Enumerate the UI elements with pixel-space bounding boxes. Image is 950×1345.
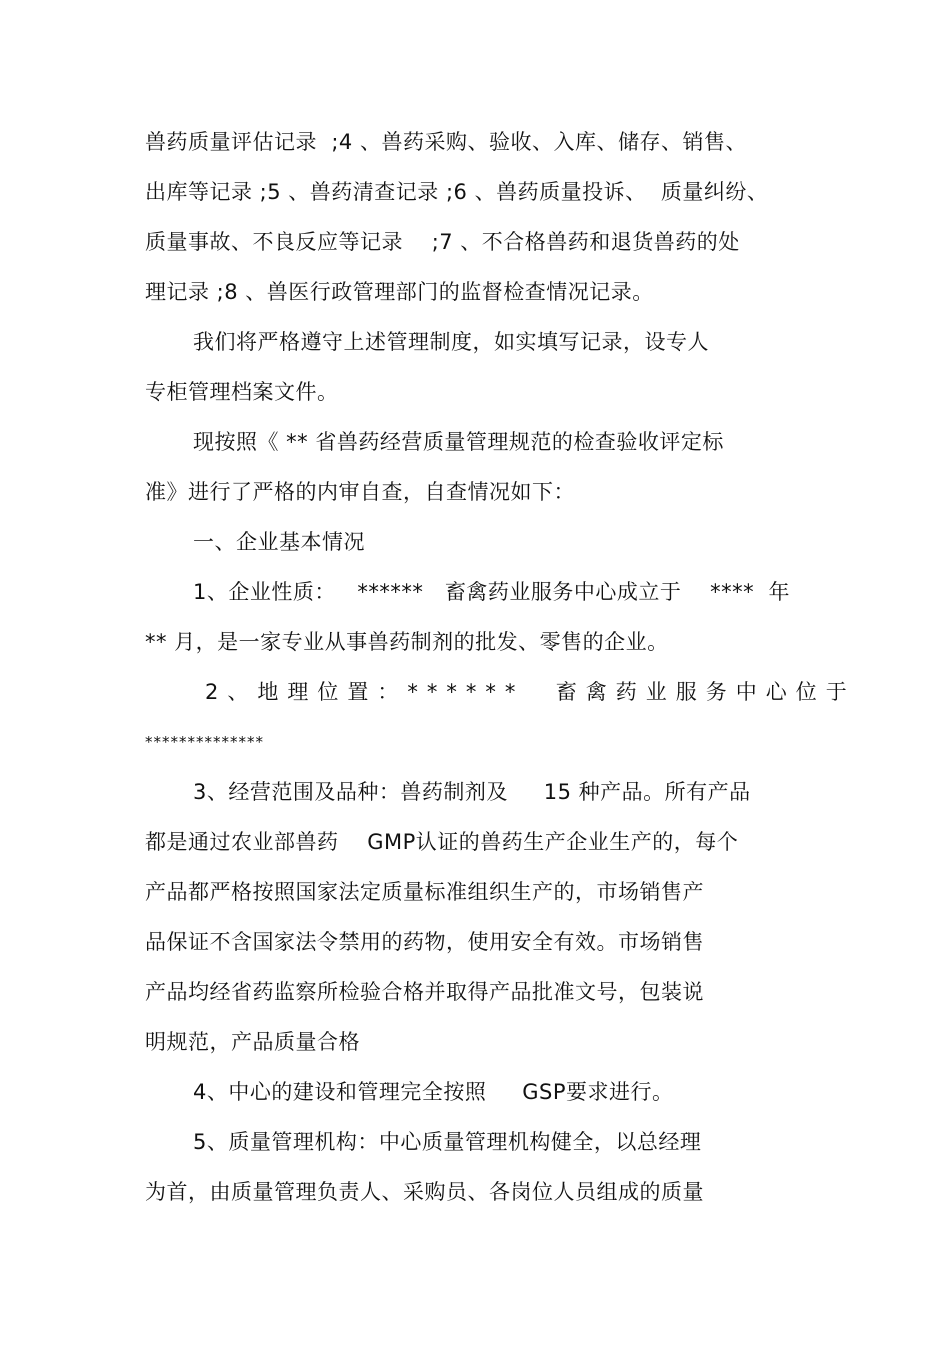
- text-line: 品保证不含国家法令禁用的药物，使用安全有效。市场销售: [145, 930, 704, 954]
- text-line: 1、企业性质： ****** 畜禽药业服务中心成立于 **** 年: [193, 580, 790, 604]
- text-line: 3、经营范围及品种：兽药制剂及 15 种产品。所有产品: [193, 780, 751, 804]
- text-line: 4、中心的建设和管理完全按照 GSP要求进行。: [193, 1080, 674, 1104]
- text-line: 我们将严格遵守上述管理制度，如实填写记录，设专人: [193, 330, 709, 354]
- text-line: 都是通过农业部兽药 GMP认证的兽药生产企业生产的，每个: [145, 830, 739, 854]
- section-heading: 一、企业基本情况: [193, 530, 365, 554]
- text-line: 现按照《 ** 省兽药经营质量管理规范的检查验收评定标: [193, 430, 724, 454]
- text-line: 为首，由质量管理负责人、采购员、各岗位人员组成的质量: [145, 1180, 704, 1204]
- text-line: 5、质量管理机构：中心质量管理机构健全，以总经理: [193, 1130, 702, 1154]
- text-line: 产品都严格按照国家法定质量标准组织生产的，市场销售产: [145, 880, 704, 904]
- text-line: 兽药质量评估记录 ;4 、兽药采购、验收、入库、储存、销售、: [145, 130, 747, 154]
- text-line: 出库等记录 ;5 、兽药清查记录 ;6 、兽药质量投诉、 质量纠纷、: [145, 180, 769, 204]
- text-line: ** 月，是一家专业从事兽药制剂的批发、零售的企业。: [145, 630, 669, 654]
- text-line: 准》进行了严格的内审自查，自查情况如下：: [145, 480, 575, 504]
- text-line: 产品均经省药监察所检验合格并取得产品批准文号，包装说: [145, 980, 704, 1004]
- text-line: 理记录 ;8 、兽医行政管理部门的监督检查情况记录。: [145, 280, 654, 304]
- text-line: 明规范，产品质量合格: [145, 1030, 360, 1054]
- text-line: 专柜管理档案文件。: [145, 380, 339, 404]
- text-line: **************: [145, 733, 264, 751]
- text-line: 质量事故、不良反应等记录 ;7 、不合格兽药和退货兽药的处: [145, 230, 740, 254]
- text-line: 2、地理位置：****** 畜禽药业服务中心位于: [205, 680, 856, 704]
